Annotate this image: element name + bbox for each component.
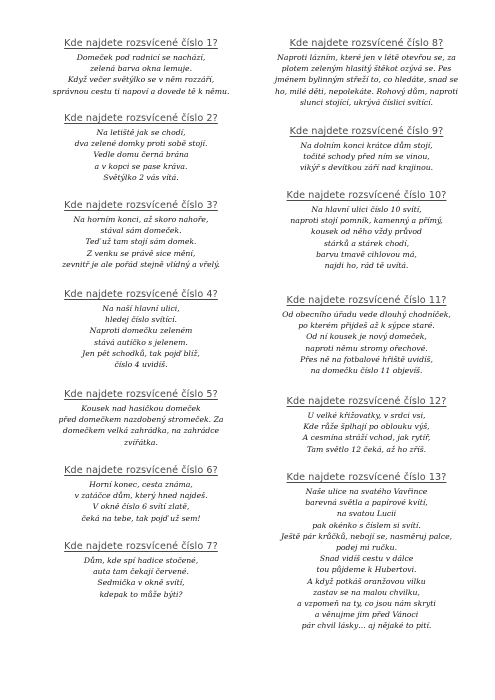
clue-1: [41, 38, 241, 97]
clue-line: v zatáčce dům, který hned najdeš.: [74, 491, 208, 501]
clue-line: ho, milé děti, nepolekáte. Rohový dům, naproti: [275, 86, 458, 96]
clue-text: [41, 479, 241, 524]
clue-title: Kde najdete rozsvícené číslo 13?: [286, 472, 447, 483]
clue-line: A když potkáš oranžovou vilku: [307, 576, 426, 586]
clue-title: Kde najdete rozsvícené číslo 7?: [64, 541, 218, 552]
clue-text: [264, 309, 469, 376]
clue-line: Na naší hlavní ulici,: [102, 304, 180, 313]
clue-line: Naše ulice na svatého Vavřince: [305, 487, 428, 496]
clue-line: U velké křižovatky, v srdci vsi,: [307, 411, 426, 420]
clue-line: Teď už tam stojí sám domek.: [85, 237, 197, 247]
clue-line: kousek od něho vždy průvod: [311, 227, 422, 237]
clue-text: [41, 403, 241, 448]
clue-line: Na horním konci, až skoro nahoře,: [73, 215, 209, 224]
clue-line: po kterém přijdeš až k sýpce staré.: [298, 321, 435, 331]
clue-line: číslo 4 uvidíš.: [114, 360, 168, 370]
clue-text: [41, 52, 241, 97]
clue-line: Na letiště jak se chodí,: [96, 128, 186, 137]
clue-line: Když večer světýlko se v něm rozzáří,: [67, 75, 215, 85]
clue-line: Od ní kousek je nový domeček,: [306, 332, 427, 342]
clue-line: Kousek nad hasičkou domeček: [81, 404, 201, 413]
clue-line: Tam světlo 12 čeká, až ho zříš.: [306, 444, 427, 454]
clue-line: točité schody před ním se vinou,: [303, 152, 430, 162]
clue-line: V okně číslo 6 svítí zlatě,: [92, 502, 190, 512]
clue-line: slunci stojící, ukrývá číslici svítící.: [299, 97, 433, 107]
clue-line: barvu tmavě cihlovou má,: [316, 249, 417, 259]
clue-line: zelená barva okna lemuje.: [89, 64, 193, 74]
clue-5: [41, 389, 241, 448]
clue-line: a v kopci se pase kráva.: [94, 161, 188, 171]
clue-text: [264, 410, 469, 455]
clue-title: Kde najdete rozsvícené číslo 10?: [286, 190, 447, 201]
clue-title: Kde najdete rozsvícené číslo 12?: [286, 396, 447, 407]
clue-line: hledej číslo svítící.: [105, 315, 177, 325]
clue-line: a věnujme jim před Vánoci: [314, 610, 419, 620]
clue-line: podej mi ručku.: [335, 543, 398, 553]
clue-text: [41, 555, 241, 600]
clue-line: tou půjdeme k Hubertovi.: [316, 565, 417, 575]
clue-3: [41, 200, 241, 270]
clue-text: [264, 486, 469, 632]
clue-12: [264, 396, 469, 455]
clue-line: Od obecního úřadu vede dlouhý chodníček,: [282, 310, 451, 319]
clue-text: [41, 214, 241, 270]
clue-line: před domečkem nazdobený stromeček. Za: [58, 415, 224, 425]
clue-8: [264, 38, 469, 108]
clue-line: Jen pět schodků, tak pojď blíž,: [82, 348, 200, 358]
clue-title: Kde najdete rozsvícené číslo 2?: [64, 113, 218, 124]
clue-line: Vedle domu černá brána: [93, 150, 189, 160]
clue-title: Kde najdete rozsvícené číslo 6?: [64, 465, 218, 476]
clue-line: Naproti lázním, které jen v létě otevřou se, za: [277, 53, 456, 62]
clue-line: vikýř s devítkou září nad krajinou.: [299, 163, 434, 173]
clue-line: domečkem velká zahrádka, na zahrádce: [62, 426, 220, 436]
clue-title: Kde najdete rozsvícené číslo 5?: [64, 389, 218, 400]
clue-title: Kde najdete rozsvícené číslo 8?: [289, 38, 444, 49]
clue-line: na domečku číslo 11 objevíš.: [310, 366, 423, 376]
clue-line: stával sám domeček.: [100, 226, 182, 236]
clue-line: dva zelené domky proti sobě stojí.: [74, 139, 208, 149]
clue-line: Kde růže šplhají po oblouku výš,: [303, 422, 430, 432]
clue-line: a vzpomeň na ty, co jsou nám skryti: [297, 599, 436, 609]
clue-line: Snad vidíš cestu v dálce: [319, 554, 414, 564]
clue-line: stává autíčko s jelenem.: [94, 337, 188, 347]
clue-text: [41, 127, 241, 183]
clue-line: naproti němu stromy ořechové.: [305, 343, 428, 353]
clue-line: Ještě pár krůčků, nebojí se, nasměruj palce,: [280, 531, 453, 541]
clue-line: jménem bylinným střeží to, co hledáte, snad se: [274, 75, 459, 85]
clue-line: barevná světla a papírové kvítí,: [305, 498, 428, 508]
clue-line: zvířátka.: [124, 437, 158, 447]
clue-line: pár chvil lásky… aj nějaké to pití.: [301, 621, 432, 631]
clue-line: Přes ně na fotbalové hřiště uvidíš,: [300, 354, 433, 364]
clue-line: kdepak to může býti?: [99, 589, 183, 599]
clue-text: [264, 140, 469, 174]
clue-text: [41, 303, 241, 370]
clue-line: čeká na tebe, tak pojď už sem!: [81, 513, 201, 523]
clue-line: na svatou Lucii: [336, 509, 397, 519]
clue-10: [264, 190, 469, 271]
clue-title: Kde najdete rozsvícené číslo 3?: [64, 200, 218, 211]
clue-line: auta tam čekají červené.: [93, 567, 189, 577]
clue-line: Horní konec, cesta známa,: [89, 480, 193, 489]
clue-title: Kde najdete rozsvícené číslo 11?: [286, 295, 447, 306]
clue-line: zevnitř je ale pořád stejně vlídný a vřelý.: [62, 259, 220, 269]
clue-4: [41, 289, 241, 370]
clue-line: najdi ho, rád tě uvítá.: [324, 261, 409, 271]
clue-13: [264, 472, 469, 632]
clue-title: Kde najdete rozsvícené číslo 9?: [289, 126, 444, 137]
clue-line: Na hlavní ulici číslo 10 svítí,: [311, 205, 422, 214]
clue-line: naproti stojí pomník, kamenný a přímý,: [290, 216, 443, 226]
clue-title: Kde najdete rozsvícené číslo 4?: [64, 289, 218, 300]
clue-line: Z venku se právě sice mění,: [86, 248, 196, 258]
clue-line: zastav se na malou chvilku,: [313, 587, 420, 597]
clue-2: [41, 113, 241, 183]
clue-line: pak okénko s číslem si svítí.: [312, 520, 421, 530]
clue-6: [41, 465, 241, 524]
clue-line: Naproti domečku zeleném: [89, 326, 193, 336]
clue-text: [264, 204, 469, 271]
clue-line: Světýlko 2 vás vítá.: [103, 172, 179, 182]
clue-text: [264, 52, 469, 108]
clue-line: Sedmička v okně svítí,: [97, 578, 185, 588]
clue-9: [264, 126, 469, 174]
clue-line: stárků a stárek chodí,: [323, 238, 410, 248]
clue-7: [41, 541, 241, 600]
clue-line: Na dolním konci krátce dům stojí,: [300, 141, 433, 150]
clue-line: Dům, kde spí hadice stočené,: [83, 556, 199, 565]
clue-line: plotem zeleným hlasitý štěkot ozývá se. Pes: [281, 64, 452, 74]
clue-line: správnou cestu ti napoví a dovede tě k němu.: [52, 86, 230, 96]
clue-line: Domeček pod radnicí se nachází,: [76, 53, 206, 62]
clue-line: A cesmína stráží vchod, jak rytíř,: [302, 433, 431, 443]
clue-title: Kde najdete rozsvícené číslo 1?: [64, 38, 218, 49]
clue-11: [264, 295, 469, 376]
